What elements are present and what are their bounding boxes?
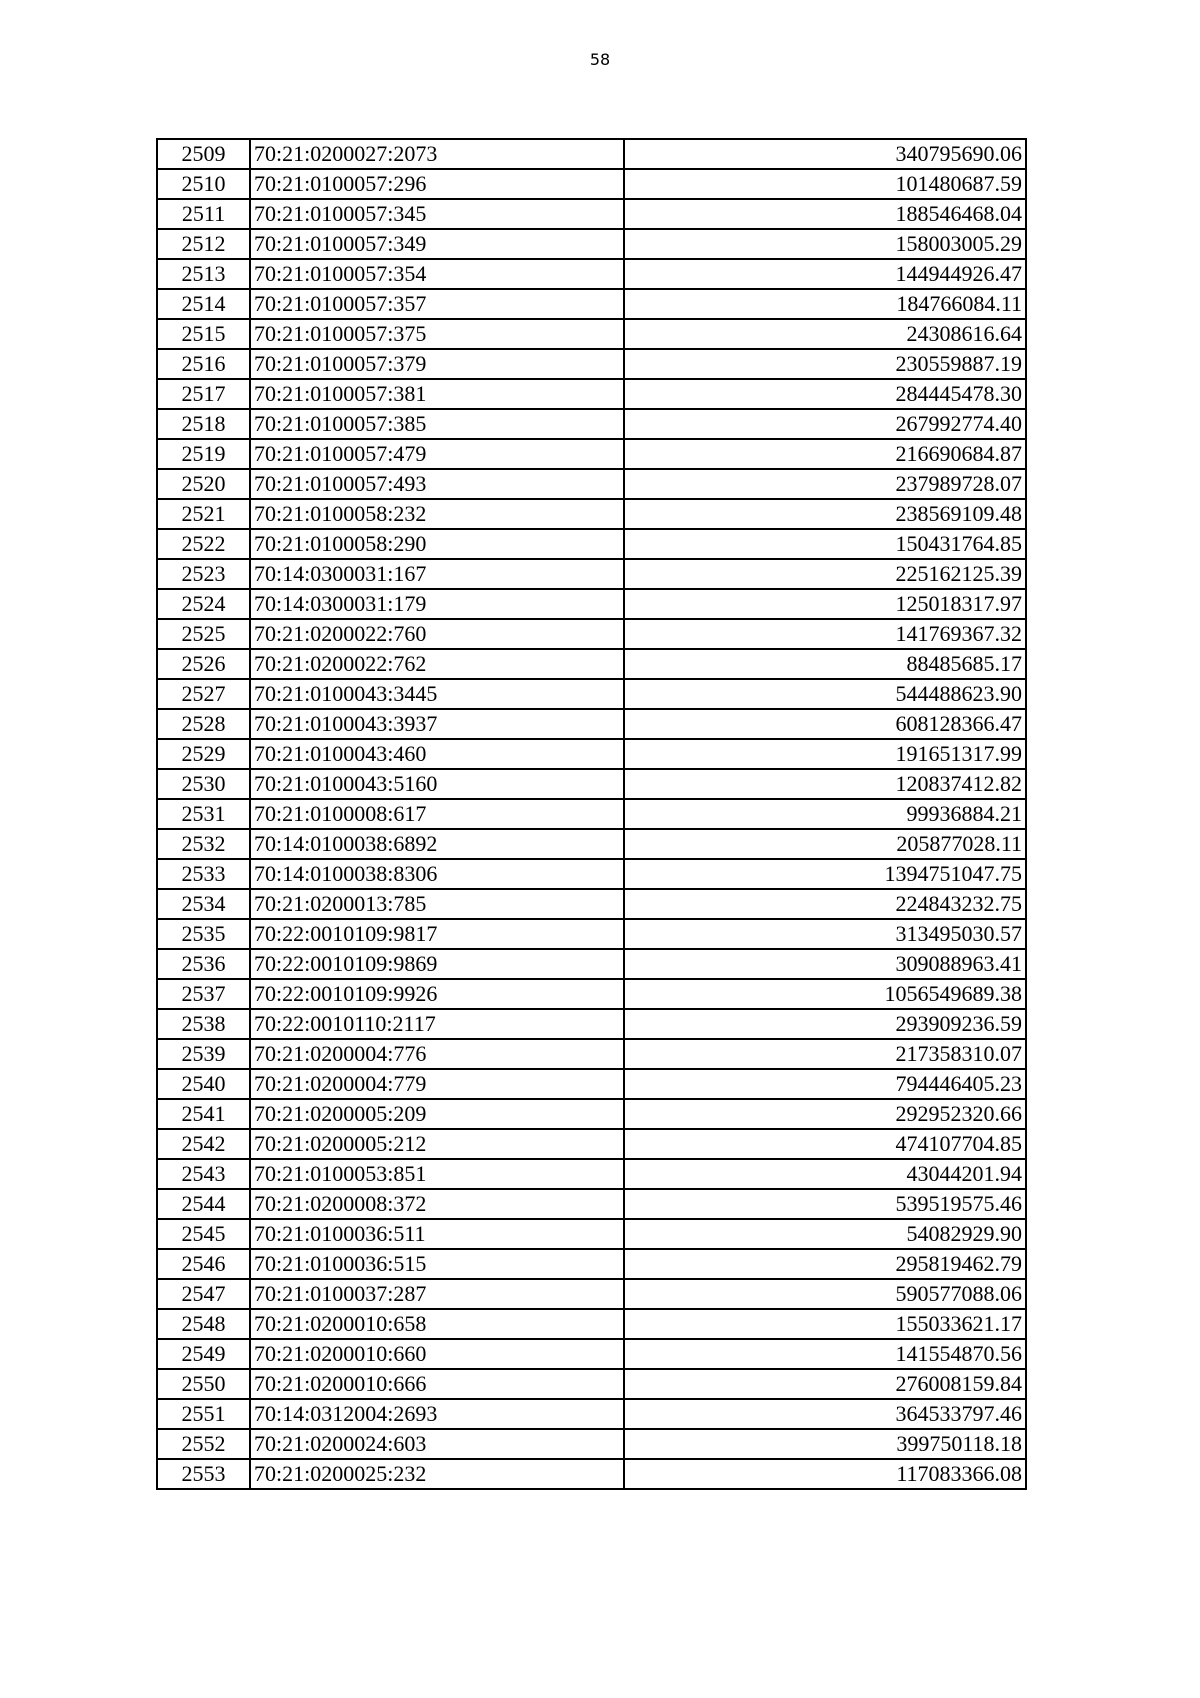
- cadastral-number-cell: 70:14:0100038:8306: [250, 859, 624, 889]
- row-number-cell: 2543: [157, 1159, 250, 1189]
- row-number-cell: 2544: [157, 1189, 250, 1219]
- cadastral-number-cell: 70:21:0100043:5160: [250, 769, 624, 799]
- cadastral-number-cell: 70:21:0100057:349: [250, 229, 624, 259]
- cadastral-value-cell: 309088963.41: [624, 949, 1026, 979]
- cadastral-number-cell: 70:21:0200008:372: [250, 1189, 624, 1219]
- cadastral-number-cell: 70:21:0200004:776: [250, 1039, 624, 1069]
- row-number-cell: 2536: [157, 949, 250, 979]
- row-number-cell: 2524: [157, 589, 250, 619]
- table-row: [157, 469, 1026, 499]
- table-row: [157, 1099, 1026, 1129]
- row-number-cell: 2516: [157, 349, 250, 379]
- row-number-cell: 2525: [157, 619, 250, 649]
- row-number-cell: 2542: [157, 1129, 250, 1159]
- cadastral-value-cell: 399750118.18: [624, 1429, 1026, 1459]
- cadastral-value-cell: 88485685.17: [624, 649, 1026, 679]
- cadastral-number-cell: 70:21:0200010:658: [250, 1309, 624, 1339]
- row-number-cell: 2519: [157, 439, 250, 469]
- cadastral-number-cell: 70:14:0300031:179: [250, 589, 624, 619]
- cadastral-value-cell: 364533797.46: [624, 1399, 1026, 1429]
- row-number-cell: 2510: [157, 169, 250, 199]
- cadastral-value-cell: 230559887.19: [624, 349, 1026, 379]
- row-number-cell: 2528: [157, 709, 250, 739]
- row-number-cell: 2552: [157, 1429, 250, 1459]
- cadastral-value-table: [156, 138, 1027, 1490]
- table-row: [157, 1279, 1026, 1309]
- row-number-cell: 2541: [157, 1099, 250, 1129]
- table-row: [157, 1069, 1026, 1099]
- cadastral-value-cell: 191651317.99: [624, 739, 1026, 769]
- cadastral-value-cell: 184766084.11: [624, 289, 1026, 319]
- cadastral-value-cell: 141769367.32: [624, 619, 1026, 649]
- cadastral-value-cell: 1394751047.75: [624, 859, 1026, 889]
- table-row: [157, 979, 1026, 1009]
- cadastral-value-cell: 238569109.48: [624, 499, 1026, 529]
- row-number-cell: 2530: [157, 769, 250, 799]
- row-number-cell: 2520: [157, 469, 250, 499]
- cadastral-value-cell: 225162125.39: [624, 559, 1026, 589]
- row-number-cell: 2512: [157, 229, 250, 259]
- cadastral-number-cell: 70:21:0100043:3937: [250, 709, 624, 739]
- cadastral-number-cell: 70:21:0200010:660: [250, 1339, 624, 1369]
- cadastral-value-cell: 125018317.97: [624, 589, 1026, 619]
- table-row: [157, 229, 1026, 259]
- table-row: [157, 769, 1026, 799]
- cadastral-number-cell: 70:14:0300031:167: [250, 559, 624, 589]
- cadastral-value-cell: 794446405.23: [624, 1069, 1026, 1099]
- cadastral-value-cell: 293909236.59: [624, 1009, 1026, 1039]
- table-row: [157, 169, 1026, 199]
- cadastral-value-cell: 544488623.90: [624, 679, 1026, 709]
- table-row: [157, 679, 1026, 709]
- cadastral-value-cell: 237989728.07: [624, 469, 1026, 499]
- row-number-cell: 2549: [157, 1339, 250, 1369]
- cadastral-number-cell: 70:21:0200005:209: [250, 1099, 624, 1129]
- cadastral-number-cell: 70:22:0010109:9869: [250, 949, 624, 979]
- table-row: [157, 1429, 1026, 1459]
- cadastral-number-cell: 70:21:0200005:212: [250, 1129, 624, 1159]
- row-number-cell: 2547: [157, 1279, 250, 1309]
- cadastral-number-cell: 70:14:0312004:2693: [250, 1399, 624, 1429]
- table-row: [157, 1249, 1026, 1279]
- table-row: [157, 1189, 1026, 1219]
- cadastral-number-cell: 70:22:0010110:2117: [250, 1009, 624, 1039]
- cadastral-value-cell: 188546468.04: [624, 199, 1026, 229]
- row-number-cell: 2511: [157, 199, 250, 229]
- cadastral-value-cell: 590577088.06: [624, 1279, 1026, 1309]
- cadastral-value-cell: 292952320.66: [624, 1099, 1026, 1129]
- row-number-cell: 2517: [157, 379, 250, 409]
- cadastral-value-cell: 24308616.64: [624, 319, 1026, 349]
- cadastral-number-cell: 70:21:0100057:375: [250, 319, 624, 349]
- table-row: [157, 1459, 1026, 1489]
- table-row: [157, 1399, 1026, 1429]
- cadastral-number-cell: 70:21:0100043:3445: [250, 679, 624, 709]
- cadastral-number-cell: 70:21:0100057:357: [250, 289, 624, 319]
- cadastral-value-cell: 158003005.29: [624, 229, 1026, 259]
- cadastral-value-cell: 155033621.17: [624, 1309, 1026, 1339]
- cadastral-value-cell: 276008159.84: [624, 1369, 1026, 1399]
- cadastral-number-cell: 70:21:0100057:379: [250, 349, 624, 379]
- row-number-cell: 2527: [157, 679, 250, 709]
- table-row: [157, 199, 1026, 229]
- cadastral-value-cell: 144944926.47: [624, 259, 1026, 289]
- cadastral-number-cell: 70:21:0100008:617: [250, 799, 624, 829]
- cadastral-value-cell: 539519575.46: [624, 1189, 1026, 1219]
- cadastral-number-cell: 70:21:0100058:290: [250, 529, 624, 559]
- cadastral-number-cell: 70:21:0100057:381: [250, 379, 624, 409]
- cadastral-value-cell: 224843232.75: [624, 889, 1026, 919]
- cadastral-value-cell: 340795690.06: [624, 139, 1026, 169]
- row-number-cell: 2515: [157, 319, 250, 349]
- cadastral-number-cell: 70:21:0100057:345: [250, 199, 624, 229]
- cadastral-value-cell: 1056549689.38: [624, 979, 1026, 1009]
- cadastral-number-cell: 70:21:0200022:762: [250, 649, 624, 679]
- table-row: [157, 649, 1026, 679]
- cadastral-number-cell: 70:21:0200004:779: [250, 1069, 624, 1099]
- table-row: [157, 319, 1026, 349]
- cadastral-value-cell: 101480687.59: [624, 169, 1026, 199]
- table-row: [157, 709, 1026, 739]
- row-number-cell: 2523: [157, 559, 250, 589]
- cadastral-value-cell: 295819462.79: [624, 1249, 1026, 1279]
- cadastral-number-cell: 70:21:0100043:460: [250, 739, 624, 769]
- table-row: [157, 1219, 1026, 1249]
- table-row: [157, 889, 1026, 919]
- table-body: [157, 139, 1026, 1489]
- cadastral-value-cell: 608128366.47: [624, 709, 1026, 739]
- cadastral-number-cell: 70:21:0200024:603: [250, 1429, 624, 1459]
- cadastral-number-cell: 70:21:0100057:479: [250, 439, 624, 469]
- cadastral-number-cell: 70:21:0200010:666: [250, 1369, 624, 1399]
- table-row: [157, 1339, 1026, 1369]
- table-row: [157, 1159, 1026, 1189]
- table-row: [157, 1309, 1026, 1339]
- table-row: [157, 499, 1026, 529]
- table-row: [157, 439, 1026, 469]
- row-number-cell: 2539: [157, 1039, 250, 1069]
- table-row: [157, 829, 1026, 859]
- cadastral-value-cell: 120837412.82: [624, 769, 1026, 799]
- table-row: [157, 859, 1026, 889]
- cadastral-value-cell: 141554870.56: [624, 1339, 1026, 1369]
- table-row: [157, 409, 1026, 439]
- row-number-cell: 2509: [157, 139, 250, 169]
- cadastral-number-cell: 70:21:0200013:785: [250, 889, 624, 919]
- table-row: [157, 139, 1026, 169]
- cadastral-number-cell: 70:14:0100038:6892: [250, 829, 624, 859]
- cadastral-value-cell: 117083366.08: [624, 1459, 1026, 1489]
- cadastral-value-cell: 217358310.07: [624, 1039, 1026, 1069]
- table-row: [157, 739, 1026, 769]
- cadastral-value-cell: 313495030.57: [624, 919, 1026, 949]
- cadastral-number-cell: 70:21:0100057:385: [250, 409, 624, 439]
- cadastral-number-cell: 70:21:0100037:287: [250, 1279, 624, 1309]
- row-number-cell: 2529: [157, 739, 250, 769]
- row-number-cell: 2537: [157, 979, 250, 1009]
- cadastral-number-cell: 70:21:0100057:493: [250, 469, 624, 499]
- table-row: [157, 619, 1026, 649]
- table-row: [157, 559, 1026, 589]
- table-row: [157, 799, 1026, 829]
- cadastral-number-cell: 70:22:0010109:9817: [250, 919, 624, 949]
- cadastral-value-cell: 99936884.21: [624, 799, 1026, 829]
- cadastral-value-cell: 205877028.11: [624, 829, 1026, 859]
- row-number-cell: 2545: [157, 1219, 250, 1249]
- cadastral-value-cell: 150431764.85: [624, 529, 1026, 559]
- cadastral-value-cell: 54082929.90: [624, 1219, 1026, 1249]
- table-row: [157, 259, 1026, 289]
- row-number-cell: 2531: [157, 799, 250, 829]
- row-number-cell: 2551: [157, 1399, 250, 1429]
- table-row: [157, 289, 1026, 319]
- table-row: [157, 1039, 1026, 1069]
- row-number-cell: 2533: [157, 859, 250, 889]
- cadastral-number-cell: 70:21:0200027:2073: [250, 139, 624, 169]
- row-number-cell: 2546: [157, 1249, 250, 1279]
- table-row: [157, 1009, 1026, 1039]
- cadastral-number-cell: 70:21:0100053:851: [250, 1159, 624, 1189]
- row-number-cell: 2522: [157, 529, 250, 559]
- table-row: [157, 949, 1026, 979]
- cadastral-number-cell: 70:21:0200022:760: [250, 619, 624, 649]
- row-number-cell: 2514: [157, 289, 250, 319]
- table-row: [157, 1129, 1026, 1159]
- cadastral-number-cell: 70:21:0100058:232: [250, 499, 624, 529]
- cadastral-value-cell: 474107704.85: [624, 1129, 1026, 1159]
- cadastral-value-cell: 43044201.94: [624, 1159, 1026, 1189]
- page-number: 58: [589, 50, 611, 69]
- cadastral-value-cell: 267992774.40: [624, 409, 1026, 439]
- cadastral-value-cell: 216690684.87: [624, 439, 1026, 469]
- row-number-cell: 2518: [157, 409, 250, 439]
- row-number-cell: 2553: [157, 1459, 250, 1489]
- row-number-cell: 2521: [157, 499, 250, 529]
- table-row: [157, 349, 1026, 379]
- row-number-cell: 2532: [157, 829, 250, 859]
- table-row: [157, 1369, 1026, 1399]
- cadastral-number-cell: 70:22:0010109:9926: [250, 979, 624, 1009]
- row-number-cell: 2548: [157, 1309, 250, 1339]
- table-row: [157, 379, 1026, 409]
- row-number-cell: 2526: [157, 649, 250, 679]
- cadastral-number-cell: 70:21:0100057:296: [250, 169, 624, 199]
- cadastral-value-cell: 284445478.30: [624, 379, 1026, 409]
- row-number-cell: 2538: [157, 1009, 250, 1039]
- row-number-cell: 2550: [157, 1369, 250, 1399]
- row-number-cell: 2534: [157, 889, 250, 919]
- row-number-cell: 2513: [157, 259, 250, 289]
- cadastral-number-cell: 70:21:0100057:354: [250, 259, 624, 289]
- table-row: [157, 589, 1026, 619]
- cadastral-number-cell: 70:21:0200025:232: [250, 1459, 624, 1489]
- table-row: [157, 919, 1026, 949]
- row-number-cell: 2540: [157, 1069, 250, 1099]
- table-row: [157, 529, 1026, 559]
- cadastral-number-cell: 70:21:0100036:515: [250, 1249, 624, 1279]
- row-number-cell: 2535: [157, 919, 250, 949]
- cadastral-number-cell: 70:21:0100036:511: [250, 1219, 624, 1249]
